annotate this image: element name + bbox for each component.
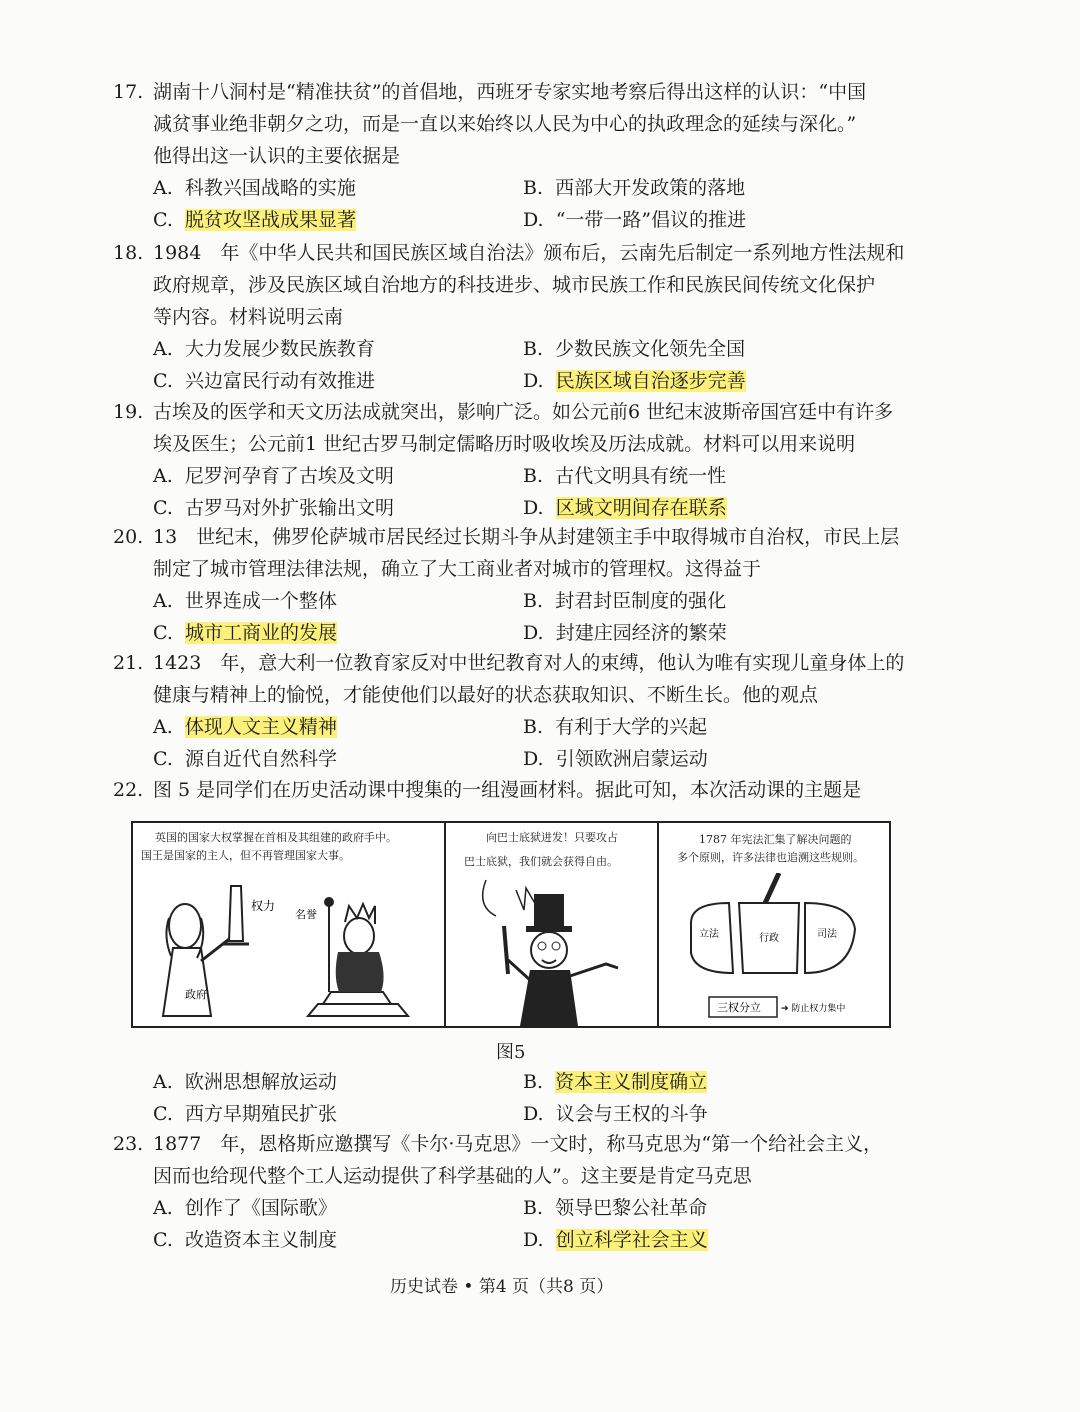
question-number: 20.: [113, 526, 144, 548]
svg-text:名誉: 名誉: [295, 908, 317, 921]
option-d[interactable]: D. 创立科学社会主义: [523, 1229, 708, 1251]
question-number: 21.: [113, 652, 144, 674]
option-b[interactable]: B. 古代文明具有统一性: [523, 465, 727, 487]
option-d[interactable]: D. 封建庄园经济的繁荣: [523, 622, 727, 644]
option-c[interactable]: C. 脱贫攻坚战成果显著: [153, 209, 357, 231]
question-19: [113, 396, 913, 524]
options-row: [113, 172, 913, 204]
highlighted-answer: 民族区域自治逐步完善: [555, 370, 746, 392]
question-stem-line: 减贫事业绝非朝夕之功，而是一直以来始终以人民为中心的执政理念的延续与深化。”: [153, 113, 857, 135]
options-row: [113, 1224, 913, 1256]
question-23: [113, 1128, 913, 1256]
comic-panel-usa: [659, 823, 889, 1026]
highlighted-answer: 城市工商业的发展: [185, 622, 338, 644]
highlighted-answer: 体现人文主义精神: [184, 716, 337, 738]
comic-panel-france: [446, 823, 659, 1026]
option-c[interactable]: C. 源自近代自然科学: [153, 748, 338, 770]
options-row: [113, 711, 913, 743]
option-a[interactable]: A. 欧洲思想解放运动: [153, 1071, 337, 1093]
question-21: [113, 647, 913, 775]
question-stem-line: 制定了城市管理法律法规，确立了大工商业者对城市的管理权。这得益于: [153, 558, 762, 580]
question-stem-line: 13 世纪末，佛罗伦萨城市居民经过长期斗争从封建领主手中取得城市自治权，市民上层: [153, 526, 900, 548]
option-a[interactable]: A. 科教兴国战略的实施: [153, 177, 356, 199]
question-stem-line: 图 5 是同学们在历史活动课中搜集的一组漫画材料。据此可知，本次活动课的主题是: [153, 779, 862, 801]
option-c[interactable]: C. 改造资本主义制度: [153, 1229, 338, 1251]
option-b[interactable]: B. 少数民族文化领先全国: [523, 338, 746, 360]
options-row: [113, 617, 913, 649]
revolutionary-cartoon-illustration: [446, 876, 655, 1026]
option-b[interactable]: B. 有利于大学的兴起: [523, 716, 708, 738]
question-20: [113, 521, 913, 649]
highlighted-answer: 区域文明间存在联系: [555, 497, 727, 519]
question-stem-line: 健康与精神上的愉悦，才能使他们以最好的状态获取知识、不断生长。他的观点: [153, 684, 819, 706]
option-a[interactable]: A. 大力发展少数民族教育: [153, 338, 375, 360]
svg-text:立法: 立法: [699, 929, 719, 940]
question-number: 18.: [113, 242, 144, 264]
svg-text:三权分立: 三权分立: [717, 1001, 761, 1014]
option-a[interactable]: A. 世界连成一个整体: [153, 590, 337, 612]
option-d[interactable]: D. 民族区域自治逐步完善: [523, 370, 746, 392]
svg-text:政府: 政府: [185, 988, 207, 1001]
separation-of-powers-illustration: [659, 873, 887, 1023]
question-number: 19.: [113, 401, 144, 423]
question-22: [113, 774, 913, 806]
options-row: [113, 585, 913, 617]
option-b[interactable]: B. 领导巴黎公社革命: [523, 1197, 708, 1219]
comic-figure: [131, 821, 891, 1028]
question-stem-line: 等内容。材料说明云南: [153, 306, 344, 328]
options-row: [113, 460, 913, 492]
option-b[interactable]: B. 资本主义制度确立: [523, 1071, 708, 1093]
option-c[interactable]: C. 西方早期殖民扩张: [153, 1103, 338, 1125]
question-17: [113, 76, 913, 236]
svg-text:➔ 防止权力集中: ➔ 防止权力集中: [781, 1004, 846, 1014]
option-d[interactable]: D. 区域文明间存在联系: [523, 497, 727, 519]
options-row: [113, 492, 913, 524]
comic-panel-britain: [133, 823, 446, 1026]
options-row: [113, 204, 913, 236]
options-row: [113, 365, 913, 397]
page-footer: 历史试卷 • 第4 页（共8 页）: [390, 1277, 614, 1297]
option-d[interactable]: D. 引领欧洲启蒙运动: [523, 748, 708, 770]
option-a[interactable]: A. 尼罗河孕育了古埃及文明: [153, 465, 394, 487]
britain-cartoon-illustration: [133, 866, 442, 1026]
panel-caption: 国王是国家的主人，但不再管理国家大事。: [141, 849, 350, 862]
question-stem-line: 湖南十八洞村是“精准扶贫”的首倡地，西班牙专家实地考察后得出这样的认识：“中国: [153, 81, 867, 103]
panel-caption: 1787 年宪法汇集了解决问题的: [699, 833, 852, 846]
panel-caption: 向巴士底狱进发！只要攻占: [486, 831, 618, 844]
option-b[interactable]: B. 封君封臣制度的强化: [523, 590, 727, 612]
figure-caption: 图5: [496, 1042, 526, 1063]
question-stem-line: 1984 年《中华人民共和国民族区域自治法》颁布后，云南先后制定一系列地方性法规和: [153, 242, 905, 264]
option-a[interactable]: A. 创作了《国际歌》: [153, 1197, 337, 1219]
question-stem-line: 政府规章，涉及民族区域自治地方的科技进步、城市民族工作和民族民间传统文化保护: [153, 274, 876, 296]
svg-text:权力: 权力: [251, 899, 276, 913]
question-stem-line: 古埃及的医学和天文历法成就突出，影响广泛。如公元前6 世纪末波斯帝国宫廷中有许多: [153, 401, 894, 423]
svg-text:司法: 司法: [817, 929, 837, 940]
options-row: [113, 1192, 913, 1224]
highlighted-answer: 资本主义制度确立: [555, 1071, 708, 1093]
option-d[interactable]: D. 议会与王权的斗争: [523, 1103, 708, 1125]
question-number: 17.: [113, 81, 144, 103]
highlighted-answer: 创立科学社会主义: [555, 1229, 708, 1251]
question-number: 23.: [113, 1133, 144, 1155]
option-a[interactable]: A. 体现人文主义精神: [153, 716, 337, 738]
options-row: [113, 333, 913, 365]
question-stem-line: 1877 年，恩格斯应邀撰写《卡尔·马克思》一文时，称马克思为“第一个给社会主义，: [153, 1133, 883, 1155]
svg-text:行政: 行政: [759, 933, 779, 944]
option-d[interactable]: D. “一带一路”倡议的推进: [523, 209, 747, 231]
option-c[interactable]: C. 城市工商业的发展: [153, 622, 338, 644]
question-number: 22.: [113, 779, 144, 801]
question-stem-line: 1423 年，意大利一位教育家反对中世纪教育对人的束缚，他认为唯有实现儿童身体上的: [153, 652, 905, 674]
question-stem-line: 因而也给现代整个工人运动提供了科学基础的人”。这主要是肯定马克思: [153, 1165, 752, 1187]
question-stem-line: 他得出这一认识的主要依据是: [153, 145, 401, 167]
question-stem-line: 埃及医生；公元前1 世纪古罗马制定儒略历时吸收埃及历法成就。材料可以用来说明: [153, 433, 856, 455]
options-row: [113, 743, 913, 775]
option-b[interactable]: B. 西部大开发政策的落地: [523, 177, 746, 199]
option-c[interactable]: C. 古罗马对外扩张输出文明: [153, 497, 395, 519]
panel-caption: 多个原则，许多法律也追溯这些规则。: [677, 851, 864, 864]
highlighted-answer: 脱贫攻坚战成果显著: [185, 209, 357, 231]
panel-caption: 巴士底狱，我们就会获得自由。: [464, 855, 618, 868]
panel-caption: 英国的国家大权掌握在首相及其组建的政府手中。: [155, 831, 397, 844]
question-18: [113, 237, 913, 397]
option-c[interactable]: C. 兴边富民行动有效推进: [153, 370, 376, 392]
